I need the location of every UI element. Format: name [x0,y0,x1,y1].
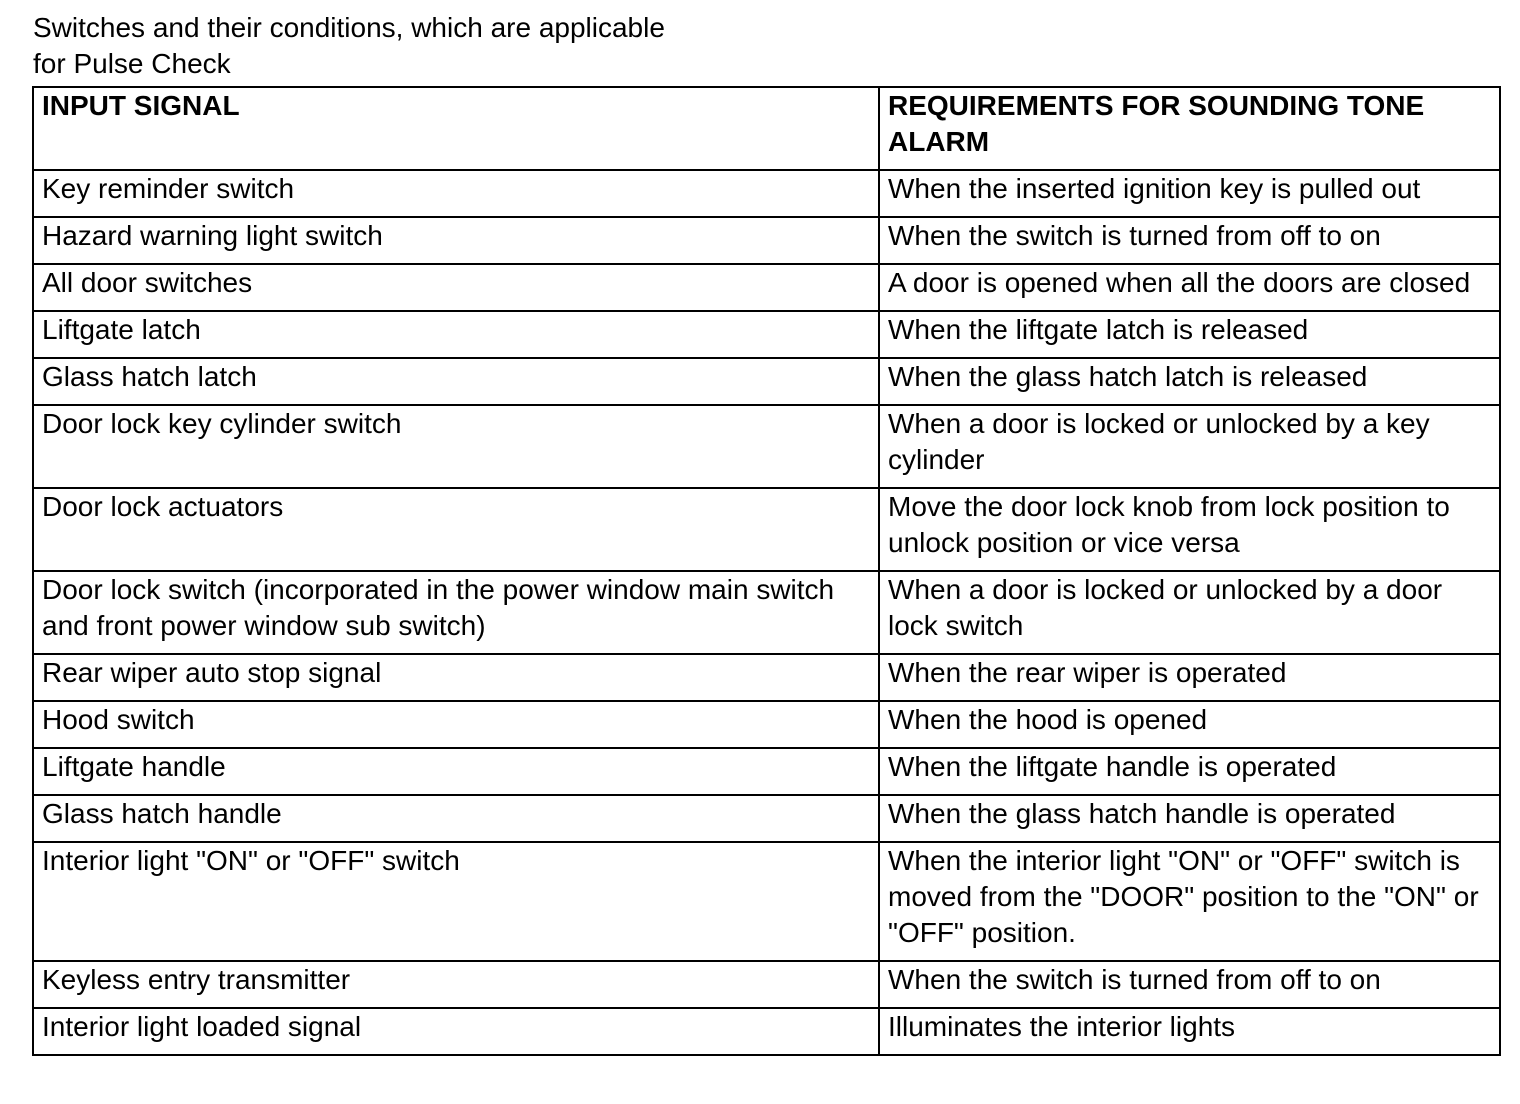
table-row [33,488,1500,571]
title-line-2: for Pulse Check [33,48,231,79]
input-signal-cell: Glass hatch latch [33,358,879,405]
table-row [33,795,1500,842]
header-input-signal: INPUT SIGNAL [33,87,879,170]
input-signal-cell: All door switches [33,264,879,311]
table-row [33,701,1500,748]
requirement-cell: When the switch is turned from off to on [879,217,1500,264]
table-row [33,961,1500,1008]
requirement-cell: Illuminates the interior lights [879,1008,1500,1055]
document-title [33,10,933,82]
table-row [33,405,1500,488]
header-requirements: REQUIREMENTS FOR SOUNDING TONE ALARM [879,87,1500,170]
requirement-cell: When the hood is opened [879,701,1500,748]
input-signal-cell: Rear wiper auto stop signal [33,654,879,701]
input-signal-cell: Liftgate latch [33,311,879,358]
requirement-cell: When the glass hatch latch is released [879,358,1500,405]
table-row [33,654,1500,701]
input-signal-cell: Door lock key cylinder switch [33,405,879,488]
table-row [33,170,1500,217]
requirement-cell: When a door is locked or unlocked by a door lock switch [879,571,1500,654]
input-signal-cell: Hood switch [33,701,879,748]
input-signal-cell: Door lock switch (incorporated in the power window main switch and front power window sub switch) [33,571,879,654]
requirement-cell: When the switch is turned from off to on [879,961,1500,1008]
switch-conditions-table [32,86,1501,1056]
input-signal-cell: Glass hatch handle [33,795,879,842]
requirement-cell: When the glass hatch handle is operated [879,795,1500,842]
input-signal-cell: Liftgate handle [33,748,879,795]
requirement-cell: When the liftgate latch is released [879,311,1500,358]
requirement-cell: A door is opened when all the doors are closed [879,264,1500,311]
input-signal-cell: Hazard warning light switch [33,217,879,264]
table-row [33,842,1500,961]
table-row [33,571,1500,654]
requirement-cell: When a door is locked or unlocked by a key cylinder [879,405,1500,488]
table-row [33,358,1500,405]
input-signal-cell: Interior light "ON" or "OFF" switch [33,842,879,961]
requirement-cell: When the liftgate handle is operated [879,748,1500,795]
input-signal-cell: Door lock actuators [33,488,879,571]
input-signal-cell: Interior light loaded signal [33,1008,879,1055]
table-header [33,87,1500,170]
table-row [33,1008,1500,1055]
requirement-cell: When the rear wiper is operated [879,654,1500,701]
input-signal-cell: Keyless entry transmitter [33,961,879,1008]
table-row [33,748,1500,795]
table-body [33,170,1500,1055]
requirement-cell: When the inserted ignition key is pulled out [879,170,1500,217]
title-line-1: Switches and their conditions, which are applicable [33,12,665,43]
table-row [33,217,1500,264]
table-row [33,264,1500,311]
input-signal-cell: Key reminder switch [33,170,879,217]
requirement-cell: When the interior light "ON" or "OFF" switch is moved from the "DOOR" position to the "ON" or "OFF" position. [879,842,1500,961]
requirement-cell: Move the door lock knob from lock position to unlock position or vice versa [879,488,1500,571]
table-row [33,311,1500,358]
header-row [33,87,1500,170]
